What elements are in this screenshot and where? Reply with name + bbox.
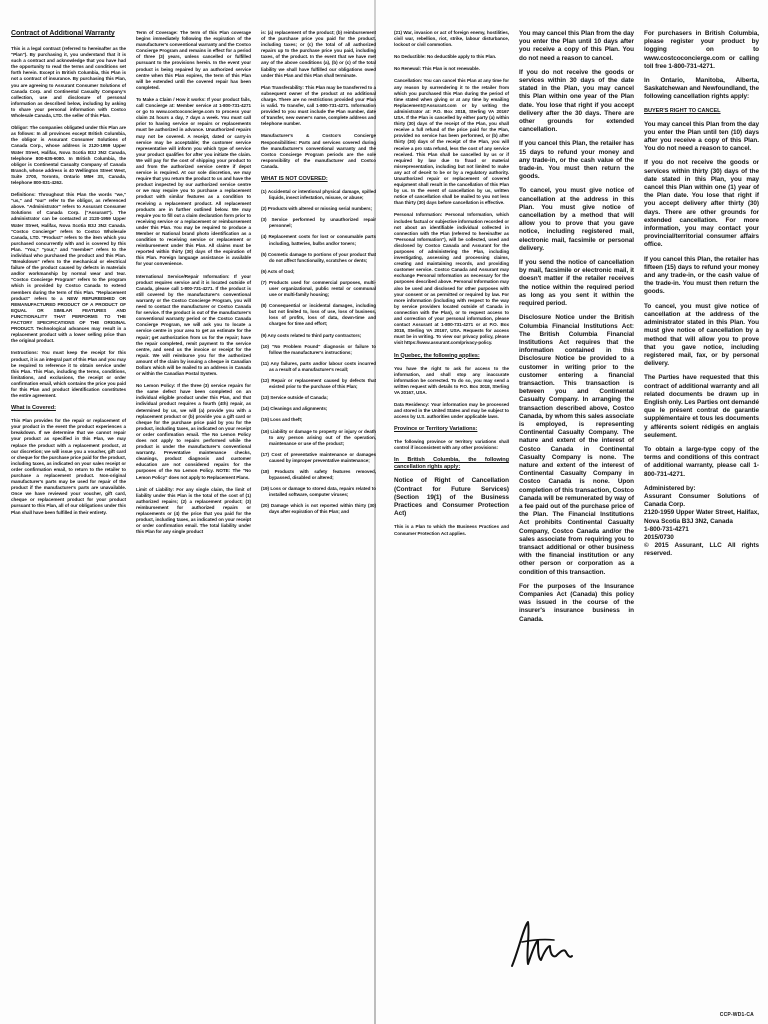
bc-cancel-paragraph-2: If you do not receive the goods or services within 30 days of the date stated in the Plan, you may cancel this Plan within one year of the Plan date. You lose that right if you accept delivery after the 30 days. There are other grounds for extended cancellation. [519,68,634,134]
column-5 [514,30,639,1002]
handwritten-signature [508,912,574,972]
term-paragraph: Term of Coverage: The term of this Plan coverage begins immediately following the expiration of the manufacturer's conventional warranty and the Costco Concierge Program and remains in effect for a period of three (3) years, unless cancelled or fulfilled pursuant to the provisions herein. In the event your product is being repaired by an authorized service centre when this Plan expires, the term of this Plan will be extended until the covered repair has been completed. [136,30,251,90]
language-paragraph: The Parties have requested that this contract of additional warranty and all related documents be drawn up in English only. Les Parties ont demandé que le présent contrat de garantie supplémentaire et tous les documents y afférents soient rédigés en anglais seulement. [644,374,759,439]
bc-cancel-paragraph-4: To cancel, you must give notice of cancellation at the address in this Plan. You must give notice of cancellation by a method that will allow you to prove that you gave notice, including registered mail, electronic mail, facsimile or personal delivery. [519,187,634,252]
cancellation-paragraph: Cancellation: You can cancel this Plan at any time for any reason by surrendering it to the retailer from which you purchased this Plan during the period of time stated when giving or at any time by emailing Replacement@Assurant.com or by writing the administrator at: P.O. Box 3018, Sterling VA 20167 USA. If the Plan is cancelled by either party (a) within thirty (30) days of the receipt of the Plan, you shall receive a full refund of the price paid for the Plan, provided no service has been performed, or (b) after thirty (30) days of the receipt of the Plan, you will receive a pro rata refund, less the cost of any service received. This Plan shall be cancelled by us or if required by law due to fraud or material misrepresentation, including but not limited to make any act of deceit to be or by a regulatory authority. Unauthorized repair or replacement of covered equipment shall result in the cancellation of this Plan by us. In the event of cancellation by us, written notice of cancellation shall be mailed to you not less than thirty (30) days before cancellation is effective. [394,78,509,206]
buyers-right-heading: BUYER'S RIGHT TO CANCEL [644,107,721,114]
not-covered-item: (6) Acts of God; [261,268,295,274]
quebec-paragraph: You have the right to ask for access to the information, and shall stop any inaccurate information be corrected. To do so, you may send a written request with details to P.O. Box 3018, Sterling VA 20167, USA. [394,365,509,395]
address-line: 2015/0730 [644,533,674,541]
personal-info-paragraph: Personal Information: Personal Information, which includes factual or subjective information recorded or not about an identifiable individual collected in connection with the Plan (referred to hereinafter as "Personal Information"), will be collected, used and disclosed by Costco Canada and Assurant for the purposes of administering the Plan, including investigating, assessing and processing claims, creating and maintaining records, and providing customer service. Costco Canada and Assurant may exchange Personal Information as necessary for the purposes described above. Personal Information may also be used and disclosed for other purposes with your consent or as permitted or required by law. For more information (including with respect to the way by service providers located outside of Canada in connection with the Plan), or to request access to and correction of your personal information, please contact Assurant at 1-800-731-4271 or at P.O. Box 3018, Sterling VA 20167, USA. Requests for access must be in writing. To view our privacy policy, please visit https://www.assurant.com/privacy-policy. [394,212,509,346]
what-covered-paragraph: This Plan provides for the repair or replacement of your product in the event the product experiences a breakdown. If we determine that we cannot repair your product as specified in this Plan, we may replace the product with a replacement product, at our discretion; we will issue you a voucher, gift card or cheque for the purchase price paid for the product, including taxes, as indicated on your sales receipt or order confirmation email, to return to the retailer to purchase a replacement product. Non-original manufacturer's parts may be used for repair of the product if the manufacturer's parts are unavailable. Once we have reviewed your voucher, gift card, cheque or replacement product for your product pursuant to this Plan, all of our obligations under this Plan shall have been fulfilled in their entirety. [11,418,126,515]
bc-register-paragraph: For purchasers in British Columbia, please register your product by logging on to www.costcoconcierge.com or calling toll free 1-800-731-4271. [644,30,759,70]
address-line: 2120-1959 Upper Water Street, Halifax, Nova Scotia B3J 3N2, Canada [644,509,759,525]
insurance-act-paragraph: For the purposes of the Insurance Companies Act (Canada) this policy was issued in the course of the insurer's insurance business in Canada. [519,582,634,623]
not-covered-item: (19) Loss or damage to stored data, repairs related to installed software, computer viruses; [261,486,376,498]
limit-liability-paragraph: Limit of Liability: For any single claim, the limit of liability under this Plan is the total of the cost of (1) authorized repairs; (2) a replacement product; (3) reimbursement for authorized repairs or replacements or (4) the price that you paid for the product, including taxes, as indicated on your receipt or order confirmation email. The total liability under this Plan for any single product [136,486,251,535]
bc-disclosure-paragraph: Disclosure Notice under the British Columbia Financial Institutions Act: The British Columbia Financial Institutions Act requires that the information contained in this Disclosure Notice be provided to a customer in writing prior to the customer entering a financial transaction. This transaction is between you and Continental Casualty Company. In arranging the transaction described above, Costco Canada, by whom this sales associate is employed, is representing Continental Casualty Company. The nature and extent of the interest of Costco Canada in Continental Casualty Company is none. The nature and extent of the interest of Continental Casualty Company in Costco Canada is none. Upon completion of this transaction, Costco Canada will be remunerated by way of a fee paid out of the purchase price of the Plan. The Financial Institutions Act prohibits Continental Casualty Company, Costco Canada and/or the sales associate from requiring you to transact additional or other business with the financial institution or any other person or corporation as a condition of this transaction. [519,314,634,576]
no-lemon-paragraph: No Lemon Policy: If the three (3) service repairs for the same defect have been completed on an individual eligible product under this Plan, and that individual product requires a fourth (4th) repair, as determined by us, we will (a) provide you with a replacement product or (b) provide you a gift card or cheque for the purchase price paid by you for the product, including taxes, as indicated on your receipt or order confirmation email. The No Lemon Policy does not apply to repairs performed while the product is under the manufacturer's conventional warranty. Preventative maintenance checks, cleanings, product diagnosis and customer education are not considered repairs for the purposes of the No Lemon Policy. NOTE: The "No Lemon Policy" does not apply to Replacement Plans. [136,383,251,480]
not-covered-item: (15) Loss and theft; [261,417,303,423]
deductible-paragraph: No Deductible: No deductible apply to this Plan. [394,54,497,60]
transfer-paragraph: Plan Transferability: This Plan may be transferred to a subsequent owner of the product at no additional charge. There are no restrictions provided your Plan is valid. To transfer, call 1-800-731-4271. Information provided to you must include the Plan number, date of transfer, new owner's name, complete address and telephone number. [261,84,376,127]
not-covered-item: (3) Service performed by unauthorized repair personnel; [261,217,376,229]
not-covered-heading: WHAT IS NOT COVERED: [261,175,328,182]
not-covered-item: (10) "No Problem Found" diagnosis or failure to follow the manufacturer's instructions; [261,343,376,355]
not-covered-item: (7) Products used for commercial purposes, multi-user organizational, public rental or communal use or multi-family housing; [261,279,376,298]
renewal-paragraph: No Renewal: This Plan is not renewable. [394,66,480,72]
column-1 [6,30,131,1002]
territory-heading: Province or Territory Variations: [394,426,478,433]
bc-notice-title: Notice of Right of Cancellation (Contract for Future Services) (Section 19(1) of the Business Practices and Consumer Protection Act) [394,477,509,518]
obtain-service-paragraph: To Make a Claim / How it works: If your product fails, call Concierge at: Member service at 1-800-731-4271 or go to www.costcoconcierge.com to process your claim 24 hours a day, 7 days a week. You must call prior to having service or repairs or replacements must be authorized in advance. Unauthorized repairs may not be covered. A receipt, dated or carry-in service may be acceptable; the customer service representative will inform you which type of service your product qualifies for after you initiate the claim. We will pay for the cost of shipping your product to and from the authorized service centre if depot service is required. At our sole discretion, we may require that you return the product to us and have the product inspected by our authorized service centre or we may require you to purchase a replacement product with similar features as a condition to receiving a replacement product. All replacement products are in further outlined below. We may require you to fill out a claim declaration form prior to receiving service or a replacement or reimbursement under this Plan. You may be required to produce a Member or National brand photo identification as a condition to receiving service or replacement or reimbursement under this Plan. All claims must be reported within thirty (30) days of the expiration of this Plan. Foreign language assistance is available for your convenience. [136,96,251,267]
buyers-right-paragraph-2: If you do not receive the goods or services within thirty (30) days of the date stated in this Plan, you may cancel this Plan within one (1) year of the Plan date. You lose that right if you accept delivery after thirty (30) days. There are other grounds for extended cancellation. For more information, you may contact your provincial/territorial consumer affairs office. [644,159,759,249]
international-paragraph: International Service/Repair Information: If your product requires service and it is located outside of Canada, please call 1-800-731-4271. If the product is still covered by the manufacturer's conventional warranty or the Costco Concierge Program, you will need to contact the manufacturer or Costco Canada for service. If the product is out of the manufacturer's conventional warranty period or the Costco Canada Concierge Program, we will ask you to locate a service centre in your area to get an estimate for the repair; get authorization from us for the repair; have the repair completed, remit payment to the service centre, and send us the invoice or receipt for the repair. We will reimburse you for the authorized amount of the claim by issuing a cheque in Canadian Dollars which will be mailed to an address in Canada or within the Canadian Postal System. [136,273,251,377]
column-3 [256,30,381,1002]
not-covered-item: (9) Any costs related to third party contractors; [261,332,362,338]
column-6 [639,30,764,1002]
address-line: 1-800-731-4271 [644,525,689,533]
quebec-heading: In Quebec, the following applies: [394,352,480,359]
intro-paragraph: This is a legal contract (referred to hereinafter as the "Plan"). By purchasing it, you understand that it is such a contract and acknowledge that you have had the opportunity to read the terms and conditions set forth herein. Except in British Columbia, this Plan is not a contract of insurance. By purchasing this Plan, you are agreeing to Assurant Consumer Solutions of Canada Corp. and Continental Casualty Company's collection, use and disclosure of personal information as described below, including by asking to share your personal information with Costco Wholesale Canada, LTD. the seller of this Plan. [11,46,126,119]
obligor-paragraph: Obligor: The companies obligated under this Plan are as follows: In all provinces except British Columbia, the obligor is Assurant Consumer Solutions of Canada Corp., whose address is 2120-1959 Upper Water Street, Halifax, Nova Scotia B3J 3N2 Canada, telephone 800-635-6080. In British Columbia, the obligor is Continental Casualty Company of Canada Branch, whose address is 40 Wellington Street West, Suite 2700, Toronto, Ontario M5H 3S, Canada, telephone 800-831-4262. [11,125,126,185]
not-covered-item: (2) Products with altered or missing serial numbers; [261,206,372,212]
not-covered-item: (16) Liability or damage to property or injury or death to any person arising out of the operation, maintenance or use of the product; [261,428,376,446]
bc-cancel-paragraph-1: You may cancel this Plan from the day you enter the Plan until 10 days after you receive a copy of this Plan. You do not need a reason to cancel. [519,30,634,62]
provinces-paragraph: In Ontario, Manitoba, Alberta, Saskatchewan and Newfoundland, the following cancellation rights apply: [644,77,759,101]
large-type-paragraph: To obtain a large-type copy of the terms and conditions of this contract of additional warranty, please call 1-800-731-4271. [644,445,759,478]
not-covered-item: (17) Cost of preventative maintenance or damages caused by improper preventative maintenance; [261,451,376,463]
not-covered-item: (12) Repair or replacement caused by defects that existed prior to the purchase of this Plan; [261,378,376,390]
not-covered-item: (13) Service outside of Canada; [261,395,328,401]
address-line: © 2015 Assurant, LLC All rights reserved. [644,542,759,558]
buyers-right-paragraph-3: If you cancel this Plan, the retailer has fifteen (15) days to refund your money and any trade-in, or the cash value of the trade-in. You must then return the goods. [644,255,759,296]
not-covered-item: (20) Damage which is not reported within thirty (30) days after expiration of this Plan; and [261,503,376,515]
limit-continued-paragraph: is: (a) replacement of the product; (b) reimbursement of the purchase price you paid for the product, including taxes; or (c) the total of all authorized repairs up to the purchase price you paid, including taxes, of the product. In the event that we have met any of the above conditions (a), (b) or (c) of the total liability we shall have fulfilled our obligations owed under this Plan and this Plan shall terminate. [261,30,376,78]
column-4 [389,30,514,1002]
instructions-paragraph: Instructions: You must keep the receipt for this product, it is an integral part of this Plan and you may be required to reference it to obtain service under this Plan. This Plan, including the terms, conditions, limitations, and exclusions, the receipt or order confirmation email, which contains the price you paid for this Plan and product identification constitutes the entire agreement. [11,350,126,399]
definitions-paragraph: Definitions: Throughout this Plan the words "we," "us," and "our" refer to the obligor, as referenced above. "Administrator" refers to Assurant Consumer Solutions of Canada Corp. ("Assurant"). The administrator can be contacted at 2120-1959 Upper Water Street, Halifax, Nova Scotia B3J 3N2 Canada. "Costco Concierge" refers to Costco Wholesale Canada, LTD. "Product" refers to the item which you purchased concurrently with and is covered by this Plan. "You," "your," and "member" refers to the individual who purchased the product and this Plan. "Breakdown" refers to the mechanical or electrical failure of the product caused by defects in materials and/or workmanship by normal wear and tear. "Costco Concierge Program" refers to the program which is provided by Costco Canada to extend members during the term of this Plan. "Replacement product" refers to a NEW REFURBISHED OR REMANUFACTURED PRODUCT OF A PRODUCT OF EQUAL OR SIMILAR FEATURES AND FUNCTIONALITY THAT PERFORMS TO THE FACTORY SPECIFICATIONS OF THE ORIGINAL PRODUCT. Technological advances may result in a replacement product with a lower selling price than the original product. [11,192,126,344]
not-covered-item: (18) Products with safety features removed, bypassed, disabled or altered; [261,468,376,481]
document-title: Contract of Additional Warranty [11,30,115,37]
not-covered-item: (11) Any failures, parts and/or labour costs incurred as a result of a manufacturer's recall; [261,360,376,372]
not-covered-list [261,189,376,516]
bc-text-paragraph: This is a Plan to which the Business Practices and Consumer Protection Act applies. [394,524,509,536]
data-residency-paragraph: Data Residency: Your information may be processed and stored in the United States and may be subject to access by U.S. authorities under applicable laws. [394,401,509,420]
administrator-address [644,485,759,559]
bc-heading: In British Columbia, the following cancellation rights apply: [394,457,509,471]
address-line: Assurant Consumer Solutions of Canada Corp. [644,492,759,509]
manufacturer-paragraph: Manufacturer's & Costco's Concierge Responsibilities: Parts and services covered during the manufacturer's conventional warranty and the Costco Concierge Program periods are the sole responsibility of the manufacturer and Costco Canada. [261,133,376,169]
territory-paragraph: The following province or territory variations shall control if inconsistent with any other provisions: [394,439,509,451]
address-line: Administered by: [644,484,696,492]
not-covered-item: (1) Accidental or intentional physical damage, spilled liquids, insect infestation, misuse, or abuse; [261,188,376,201]
buyers-right-paragraph-1: You may cancel this Plan from the day you enter the Plan until ten (10) days after you receive a copy of this Plan. You do not need a reason to cancel. [644,120,759,153]
not-covered-item-21: (21) War, invasion or act of foreign enemy, hostilities, civil war, rebellion, riot, strike, labour disturbance, lockout or civil commotion. [394,30,509,48]
what-covered-heading: What is Covered: [11,405,56,412]
not-covered-item: (14) Cleanings and alignments; [261,406,328,412]
buyers-right-paragraph-4: To cancel, you must give notice of cancellation at the address of the administrator stated in this Plan. You must give notice of cancellation by a method that will allow you to prove that you gave notice, including registered mail, fax, or by personal delivery. [644,302,759,368]
document-code: CCP-WD1-CA [719,1012,754,1018]
column-2 [131,30,256,1002]
not-covered-item: (4) Replacement costs for lost or consumable parts including, batteries, bulbs and/or toners; [261,234,376,246]
not-covered-item: (8) Consequential or incidental damages, including but not limited to, loss of use, loss of business, loss of profits, loss of data, down-time and charges for time and effort; [261,303,376,327]
not-covered-item: (5) Cosmetic damage to portions of your product that do not affect functionality, scratches or dents; [261,251,376,263]
bc-cancel-paragraph-3: If you cancel this Plan, the retailer has 15 days to refund your money and any trade-in, or the cash value of the trade-in. You must then return the goods. [519,140,634,181]
bc-cancel-paragraph-5: If you send the notice of cancellation by mail, facsimile or electronic mail, it doesn't matter if the retailer receives the notice within the required period as long as you sent it within the required period. [519,259,634,308]
